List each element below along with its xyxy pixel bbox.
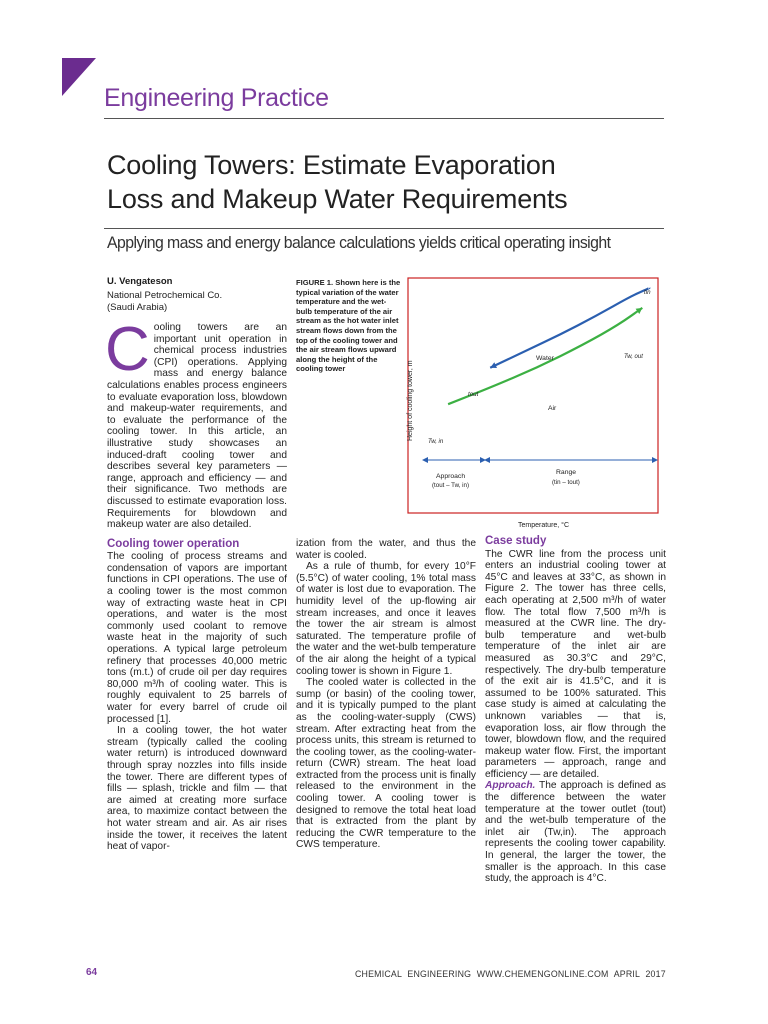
header-rule [104, 118, 664, 119]
title-line-1: Cooling Towers: Estimate Evaporation [107, 150, 556, 180]
affiliation-line-1: National Petrochemical Co. [107, 290, 223, 301]
column-2 [296, 538, 476, 851]
range-formula: (tin – tout) [552, 479, 580, 486]
tw-in-label: Tw, in [428, 439, 444, 445]
subtitle-rule [104, 228, 664, 229]
y-axis-label: Height of cooling tower, m [407, 360, 414, 441]
author-name: U. Vengateson [107, 276, 173, 287]
col2-paragraph-2: As a rule of thumb, for every 10°F (5.5°C) of water cooling, 1% total mass of water is lost due to evaporation. The humidity level of the up-flowing air stream increases, and once it leaves the tower the air stream is almost saturated. The temperature profile of the water and the wet-bulb temperature of the air along the height of a typical cooling tower is shown in Figure 1. [296, 561, 476, 677]
operation-paragraph-1: The cooling of process streams and condensation of vapors are important functions in CPI operations. The use of a cooling tower is the most common way of extracting waste heat in CPI operations, and water is the most commonly used coolant to remove waste heat in the majority of such operations. A typical large petroleum refinery that processes 40,000 metric tons (m.t.) of crude oil per day requires 80,000 m³/h of cooling water. This is roughly equivalent to 25 barrels of water for every barrel of crude oil processed [1]. [107, 551, 287, 725]
range-arrow-left [484, 457, 490, 463]
drop-cap: C [105, 315, 150, 384]
air-label: Air [548, 405, 557, 412]
t-out-label: tout [468, 391, 479, 398]
case-paragraph-1: The CWR line from the process unit enters an industrial cooling tower at 45°C and leaves at 33°C, as shown in Figure 2. The tower has three cells, each operating at 2,500 m³/h of water flow. The total flow 7,500 m³/h is measured at the CWR line. The dry-bulb temperature and wet-bulb temperature of the inlet air are measured as 30.3°C and 29°C, respectively. The dry-bulb temperature of the exit air is 41.5°C, and it is assumed to be 100% saturated. This case study is aimed at calculating the unknown variables — that is, evaporation loss, air flow through the tower, blowdown flow, and the required makeup water flow. First, the important parameters — approach, range and efficiency — are detailed. [485, 548, 666, 780]
water-label: Water [536, 355, 554, 362]
affiliation-line-2: (Saudi Arabia) [107, 302, 168, 313]
intro-text: ooling towers are an important unit operation in chemical process industries (CPI) operations. Applying mass and energy balance calculations enables process engineers to evaluate evaporation loss, blowdown and makeup-water requirements, and to evaluate the performance of the cooling tower. In this article, an illustrative study showcases an induced-draft cooling tower and describes several key parameters — range, approach and efficiency — and their significance. Two methods are discussed to estimate evaporation loss. Requirements for blowdown and makeup water are also detailed. [107, 322, 287, 531]
section-label: Engineering Practice [104, 84, 329, 112]
t-in-label: tin [644, 289, 651, 296]
intro-paragraph [105, 315, 287, 531]
col2-paragraph-1: ization from the water, and thus the water is cooled. [296, 538, 476, 561]
footer-publication: CHEMICAL ENGINEERING WWW.CHEMENGONLINE.COM APRIL 2017 [355, 969, 666, 979]
figure-1-chart [406, 276, 666, 538]
article-subtitle: Applying mass and energy balance calculations yields critical operating insight [107, 233, 611, 252]
article-title [107, 148, 687, 216]
title-line-2: Loss and Makeup Water Requirements [107, 184, 568, 214]
x-axis-label: Temperature, °C [518, 522, 570, 529]
approach-text: The approach is defined as the difference between the water temperature at the tower outlet (tout) and the wet-bulb temperature of the inlet air (Tw,in). The approach represents the cooling tower capability. In general, the larger the tower, the smaller is the approach. In this case study, the approach is 4°C. [485, 780, 666, 885]
figure-caption [296, 278, 402, 374]
figure-label: FIGURE 1. [296, 278, 334, 287]
column-3 [485, 536, 666, 885]
approach-label: Approach [436, 473, 466, 480]
approach-run-head: Approach. [485, 780, 536, 792]
col2-paragraph-3: The cooled water is collected in the sump (or basin) of the cooling tower, and it is typically pumped to the plant as the cooling-water-supply (CWS) stream. After extracting heat from the process units, this stream is returned to the cooling tower, as the cooling-water-return (CWR) stream. The heat load extracted from the process unit is finally released to the environment in the cooling tower. A cooling tower is designed to remove the total heat load that is extracted from the plant by reducing the CWR temperature to the CWS temperature. [296, 677, 476, 851]
heading-cooling-tower-operation: Cooling tower operation [107, 537, 240, 550]
heading-case-study: Case study [485, 535, 547, 547]
author-affiliation [107, 290, 222, 314]
range-arrow-right [652, 457, 658, 463]
page-number: 64 [86, 967, 98, 978]
chart-svg [406, 276, 666, 538]
corner-triangle [62, 58, 96, 96]
range-label: Range [556, 469, 577, 476]
operation-paragraph-2: In a cooling tower, the hot water stream (typically called the cooling water return) is introduced downward through spray nozzles into fills inside the tower. There are different types of fills — splash, trickle and film — that are aimed at creating more surface area, to maximize contact between the hot water stream and air. As air rises inside the tower, it receives the latent heat of vapor- [107, 725, 287, 853]
approach-paragraph [485, 780, 666, 884]
approach-arrow-left [422, 457, 428, 463]
approach-formula: (tout – Tw, in) [432, 482, 470, 489]
figure-caption-text: Shown here is the typical variation of the water temperature and the wet-bulb temperature of the air stream as the hot water inlet stream flows down from the top of the cooling tower and the air stream flows upward along the height of the cooling tower [296, 278, 401, 374]
tw-out-label: Tw, out [624, 354, 643, 360]
column-1 [105, 315, 287, 853]
